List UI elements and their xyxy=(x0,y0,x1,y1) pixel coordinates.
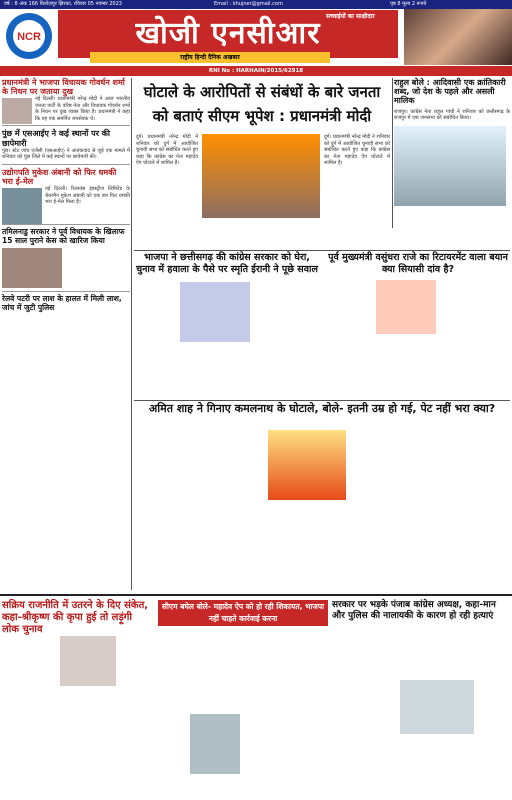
newspaper-subtitle: सच्चाईयों का साक्षीदार xyxy=(326,13,375,20)
masthead-photo xyxy=(404,9,512,65)
mid-lower-headline: अमित शाह ने गिनाए कमलनाथ के घोटाले, बोले- इतनी उम्र हो गई, पेट नहीं भरा क्या? xyxy=(148,402,496,415)
bottom-right-headline: सरकार पर भड़के पंजाब कांग्रेस अध्यक्ष, कहा-मान और पुलिस की नालायकी के कारण हो रही हत्याएं xyxy=(332,600,496,621)
rni-number: RNI No : HARHAIN/2015/62918 xyxy=(0,66,512,76)
story-photo xyxy=(2,98,32,124)
masthead-topline xyxy=(0,0,512,9)
lead-body-continued: दुर्ग। प्रधानमंत्री नरेन्द्र मोदी ने शनिवार को दुर्ग में आयोजित चुनावी सभा को संबोधित करते हुए कहा कि कांग्रेस का नेता महादेव ऐप घोटाले में शामिल है। xyxy=(324,134,390,166)
story-headline: तमिलनाडु सरकार ने पूर्व विधायक के खिलाफ 15 साल पुराने केस को खारिज किया xyxy=(2,227,125,245)
mid-right-photo xyxy=(376,280,436,334)
issue-info: वर्ष : 8 अंक 166 फ़िरोज़पुर झिरका, रविवार 05 नवम्बर 2023 xyxy=(4,1,122,7)
bottom-section xyxy=(0,594,512,800)
masthead xyxy=(0,0,512,66)
story-body: राजपुर। कांग्रेस नेता राहुल गांधी ने शनिवार को छत्तीसगढ़ के राजपुर में एक जनसभा को संबोधित किया। xyxy=(394,108,510,122)
mid-lower-photo xyxy=(268,430,346,500)
mid-right-headline: पूर्व मुख्यमंत्री वसुंधरा राजे का रिटायरमेंट वाला बयान क्या सियासी दांव है? xyxy=(328,252,508,275)
bottom-mid-photo xyxy=(190,714,240,774)
story-headline: प्रधानमंत्री ने भाजपा विधायक गोवर्धन शर्मा के निधन पर जताया दुख xyxy=(2,78,125,97)
story-headline: उद्योगपति मुकेश अंबानी को फिर धमकी भरा ई-मेल xyxy=(2,167,117,186)
ncr-logo xyxy=(4,11,54,61)
svg-text:NCR: NCR xyxy=(17,31,41,43)
story-headline: रेलवे पटरी पर लाश के हालत में मिली लाश, जांच में जुटी पुलिस xyxy=(2,294,122,312)
newspaper-title: खोजी एनसीआर xyxy=(58,10,398,58)
tagline: राष्ट्रीय हिन्दी दैनिक अखबार xyxy=(90,52,330,63)
story-body: पुंछ। स्टेट जांच एजेंसी (एसआईए) ने आतंकवाद से जुड़े एक मामले में शनिवार को पुंछ जिले में कई स्थानों पर छापेमारी की। xyxy=(2,147,130,161)
story-headline: पुंछ में एसआईए ने कई स्थानों पर की छापेमारी xyxy=(2,129,110,148)
story-headline: राहुल बोले : आदिवासी एक क्रांतिकारी शब्द, जो देश के पहले और असली मालिक xyxy=(394,78,506,106)
story-photo xyxy=(2,248,62,288)
bottom-mid-headline: सीएम बघेल बोले- महादेव ऐप को हो रही शिकायत, भाजपा नहीं चाहते कार्रवाई करना xyxy=(158,600,328,626)
bottom-right-photo xyxy=(400,680,474,734)
bottom-left-photo xyxy=(60,636,116,686)
left-column xyxy=(2,78,130,590)
bottom-left-headline: सक्रिय राजनीति में उतरने के दिए संकेत, कहा-श्रीकृष्ण की कृपा हुई तो लड़ूंगी लोक चुनाव xyxy=(2,600,149,635)
lead-body: दुर्ग। प्रधानमंत्री नरेन्द्र मोदी ने शनिवार को दुर्ग में आयोजित चुनावी सभा को संबोधित करते हुए कहा कि कांग्रेस का नेता महादेव ऐप घोटाले में शामिल है। xyxy=(136,134,198,166)
price-text: पृष्ठ 8 मूल्य 2 रूपये xyxy=(390,1,427,7)
email-text: Email : khujner@gmail.com xyxy=(214,1,283,7)
story-body: नई दिल्ली। रिलायंस इंडस्ट्रीज लिमिटेड के चेयरमैन मुकेश अंबानी को एक बार फिर धमकी भरा ई-मेल मिला है। xyxy=(45,186,130,206)
story-photo xyxy=(394,126,506,206)
right-column xyxy=(394,78,510,206)
lead-headline: घोटाले के आरोपितों से संबंधों के बारे जनता को बताएं सीएम भूपेश : प्रधानमंत्री मोदी xyxy=(143,83,381,125)
mid-left-headline: भाजपा ने छत्तीसगढ़ की कांग्रेस सरकार को घेरा, चुनाव में हवाला के पैसे पर स्मृति ईरानी ने पूछे सवाल xyxy=(136,252,318,275)
mid-left-photo xyxy=(180,282,250,342)
story-photo xyxy=(2,188,42,224)
lead-photo xyxy=(202,134,320,218)
story-body: नई दिल्ली। प्रधानमंत्री नरेन्द्र मोदी ने आज भारतीय जनता पार्टी के वरिष्ठ नेता और विधायक गोवर्धन शर्मा के निधन पर दुख व्यक्त किया है। प्रधानमंत्री ने कहा कि वह एक समर्पित जनसेवक थे। xyxy=(35,96,130,122)
